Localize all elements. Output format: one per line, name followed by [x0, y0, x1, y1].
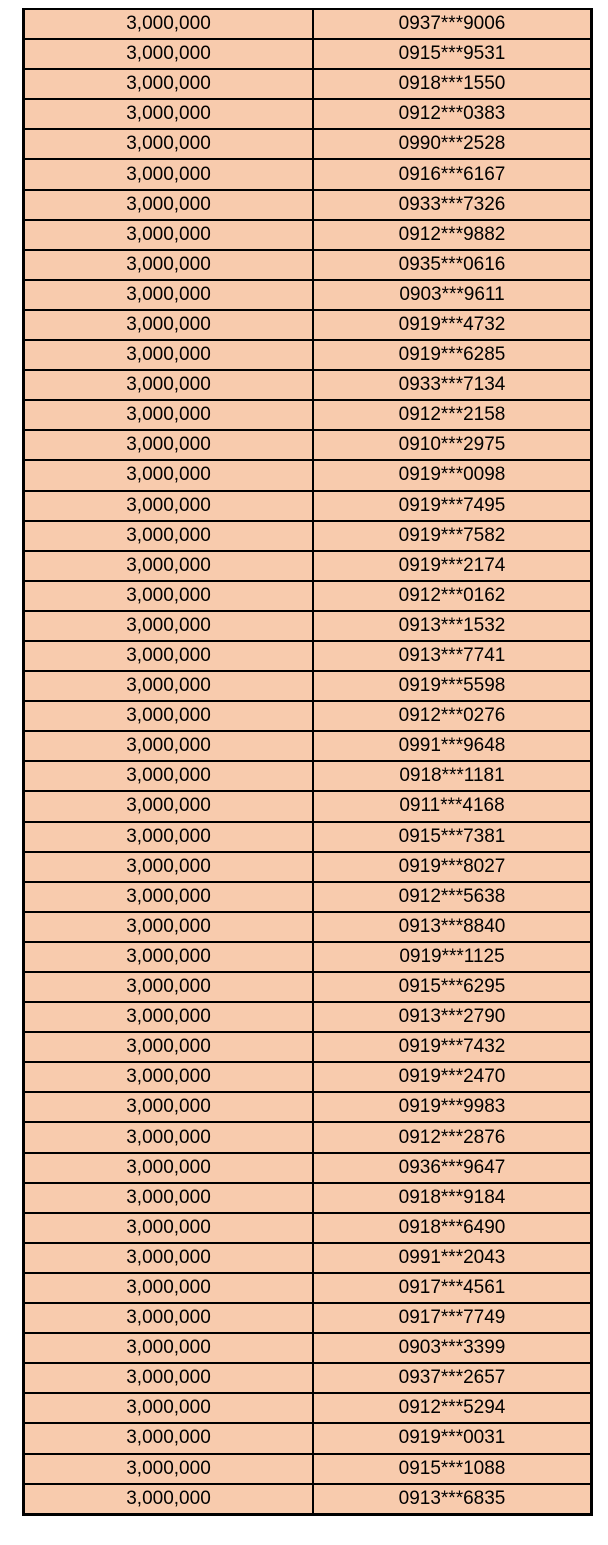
- table-row: [25, 1182, 590, 1212]
- phone-cell: 0936***9647: [398, 1156, 506, 1178]
- phone-cell: 0913***8840: [398, 915, 506, 937]
- phone-cell: 0910***2975: [398, 434, 506, 456]
- winners-table: [22, 8, 593, 1516]
- phone-cell: 0918***1181: [399, 765, 505, 787]
- table-row: [25, 98, 590, 128]
- phone-cell: 0919***7495: [398, 494, 506, 516]
- phone-cell: 0912***0383: [398, 103, 506, 125]
- amount-cell: 3,000,000: [25, 70, 314, 98]
- table-row: [25, 1121, 590, 1151]
- phone-cell: 0919***7582: [398, 524, 506, 546]
- table-row: [25, 550, 590, 580]
- phone-cell: 0919***0031: [398, 1427, 506, 1449]
- phone-cell: 0919***7432: [398, 1036, 506, 1058]
- phone-cell: 0918***1550: [398, 73, 506, 95]
- amount-cell: 3,000,000: [25, 522, 314, 550]
- table-row: [25, 941, 590, 971]
- phone-cell: 0991***9648: [398, 735, 506, 757]
- amount-cell: 3,000,000: [25, 792, 314, 820]
- table-row: [25, 730, 590, 760]
- amount-cell: 3,000,000: [25, 1394, 314, 1422]
- table-row: [25, 1242, 590, 1272]
- amount-cell: 3,000,000: [25, 492, 314, 520]
- amount-cell: 3,000,000: [25, 1184, 314, 1212]
- table-row: [25, 158, 590, 188]
- amount-cell: 3,000,000: [25, 1424, 314, 1452]
- table-row: [25, 1091, 590, 1121]
- table-row: [25, 911, 590, 941]
- table-row: [25, 1392, 590, 1422]
- phone-cell: 0911***4168: [399, 795, 505, 817]
- table-row: [25, 1212, 590, 1242]
- phone-cell: 0912***5638: [398, 885, 506, 907]
- amount-cell: 3,000,000: [25, 1033, 314, 1061]
- amount-cell: 3,000,000: [25, 401, 314, 429]
- amount-cell: 3,000,000: [25, 1154, 314, 1182]
- amount-cell: 3,000,000: [25, 732, 314, 760]
- amount-cell: 3,000,000: [25, 973, 314, 1001]
- table-row: [25, 790, 590, 820]
- table-row: [25, 429, 590, 459]
- amount-cell: 3,000,000: [25, 642, 314, 670]
- table-row: [25, 670, 590, 700]
- table-row: [25, 369, 590, 399]
- table-row: [25, 1332, 590, 1362]
- phone-cell: 0915***7381: [398, 825, 506, 847]
- phone-cell: 0919***8027: [398, 855, 506, 877]
- amount-cell: 3,000,000: [25, 1244, 314, 1272]
- table-row: [25, 219, 590, 249]
- phone-cell: 0903***9611: [399, 283, 505, 305]
- table-row: [25, 1061, 590, 1091]
- table-row: [25, 1001, 590, 1031]
- phone-cell: 0919***9983: [398, 1096, 506, 1118]
- table-row: [25, 459, 590, 489]
- phone-cell: 0917***7749: [398, 1307, 506, 1329]
- table-row: [25, 971, 590, 1001]
- phone-cell: 0937***2657: [398, 1367, 506, 1389]
- amount-cell: 3,000,000: [25, 341, 314, 369]
- phone-cell: 0913***2790: [398, 1006, 506, 1028]
- table-row: [25, 760, 590, 790]
- table-row: [25, 1422, 590, 1452]
- amount-cell: 3,000,000: [25, 1093, 314, 1121]
- phone-cell: 0919***1125: [399, 945, 505, 967]
- amount-cell: 3,000,000: [25, 311, 314, 339]
- amount-cell: 3,000,000: [25, 1364, 314, 1392]
- phone-cell: 0915***9531: [398, 43, 506, 65]
- amount-cell: 3,000,000: [25, 883, 314, 911]
- amount-cell: 3,000,000: [25, 191, 314, 219]
- table-row: [25, 279, 590, 309]
- phone-cell: 0919***6285: [398, 344, 506, 366]
- table-row: [25, 68, 590, 98]
- amount-cell: 3,000,000: [25, 552, 314, 580]
- table-row: [25, 640, 590, 670]
- phone-cell: 0913***1532: [398, 614, 506, 636]
- table-row: [25, 339, 590, 369]
- amount-cell: 3,000,000: [25, 251, 314, 279]
- amount-cell: 3,000,000: [25, 221, 314, 249]
- table-row: [25, 821, 590, 851]
- table-row: [25, 38, 590, 68]
- amount-cell: 3,000,000: [25, 1003, 314, 1031]
- table-row: [25, 1362, 590, 1392]
- phone-cell: 0912***2158: [398, 404, 506, 426]
- amount-cell: 3,000,000: [25, 823, 314, 851]
- phone-cell: 0912***2876: [398, 1126, 506, 1148]
- amount-cell: 3,000,000: [25, 1214, 314, 1242]
- table-row: [25, 1152, 590, 1182]
- phone-cell: 0915***6295: [398, 976, 506, 998]
- phone-cell: 0912***0162: [398, 584, 506, 606]
- table-row: [25, 1453, 590, 1483]
- phone-cell: 0918***9184: [398, 1186, 506, 1208]
- table-row: [25, 610, 590, 640]
- phone-cell: 0912***5294: [398, 1397, 506, 1419]
- amount-cell: 3,000,000: [25, 702, 314, 730]
- table-row: [25, 189, 590, 219]
- amount-cell: 3,000,000: [25, 10, 314, 38]
- table-row: [25, 700, 590, 730]
- amount-cell: 3,000,000: [25, 1123, 314, 1151]
- phone-cell: 0919***4732: [398, 313, 506, 335]
- table-row: [25, 249, 590, 279]
- amount-cell: 3,000,000: [25, 853, 314, 881]
- phone-cell: 0912***9882: [398, 223, 506, 245]
- amount-cell: 3,000,000: [25, 281, 314, 309]
- table-row: [25, 580, 590, 610]
- phone-cell: 0933***7134: [398, 374, 506, 396]
- phone-cell: 0917***4561: [398, 1276, 506, 1298]
- amount-cell: 3,000,000: [25, 461, 314, 489]
- table-row: [25, 309, 590, 339]
- table-row: [25, 399, 590, 429]
- phone-cell: 0991***2043: [398, 1246, 506, 1268]
- phone-cell: 0919***5598: [398, 675, 506, 697]
- amount-cell: 3,000,000: [25, 1334, 314, 1362]
- amount-cell: 3,000,000: [25, 130, 314, 158]
- amount-cell: 3,000,000: [25, 1455, 314, 1483]
- table-row: [25, 851, 590, 881]
- amount-cell: 3,000,000: [25, 913, 314, 941]
- table-row: [25, 128, 590, 158]
- phone-cell: 0903***3399: [398, 1337, 506, 1359]
- table-row: [25, 8, 590, 38]
- phone-cell: 0935***0616: [398, 253, 506, 275]
- amount-cell: 3,000,000: [25, 1304, 314, 1332]
- amount-cell: 3,000,000: [25, 943, 314, 971]
- amount-cell: 3,000,000: [25, 160, 314, 188]
- amount-cell: 3,000,000: [25, 612, 314, 640]
- table-row: [25, 1272, 590, 1302]
- phone-cell: 0937***9006: [398, 13, 506, 35]
- amount-cell: 3,000,000: [25, 371, 314, 399]
- amount-cell: 3,000,000: [25, 40, 314, 68]
- phone-cell: 0933***7326: [398, 193, 506, 215]
- amount-cell: 3,000,000: [25, 672, 314, 700]
- amount-cell: 3,000,000: [25, 582, 314, 610]
- table-row: [25, 1031, 590, 1061]
- amount-cell: 3,000,000: [25, 431, 314, 459]
- phone-cell: 0913***7741: [398, 645, 506, 667]
- phone-cell: 0913***6835: [398, 1487, 506, 1509]
- phone-cell: 0919***2174: [398, 554, 506, 576]
- amount-cell: 3,000,000: [25, 100, 314, 128]
- phone-cell: 0916***6167: [398, 163, 506, 185]
- phone-cell: 0912***0276: [398, 705, 506, 727]
- phone-cell: 0918***6490: [398, 1216, 506, 1238]
- table-row: [25, 1483, 590, 1513]
- phone-cell: 0990***2528: [398, 133, 506, 155]
- amount-cell: 3,000,000: [25, 1063, 314, 1091]
- amount-cell: 3,000,000: [25, 762, 314, 790]
- amount-cell: 3,000,000: [25, 1274, 314, 1302]
- phone-cell: 0919***0098: [398, 464, 506, 486]
- table-row: [25, 881, 590, 911]
- table-row: [25, 520, 590, 550]
- phone-cell: 0915***1088: [398, 1457, 506, 1479]
- table-row: [25, 490, 590, 520]
- phone-cell: 0919***2470: [398, 1066, 506, 1088]
- amount-cell: 3,000,000: [25, 1485, 314, 1513]
- table-row: [25, 1302, 590, 1332]
